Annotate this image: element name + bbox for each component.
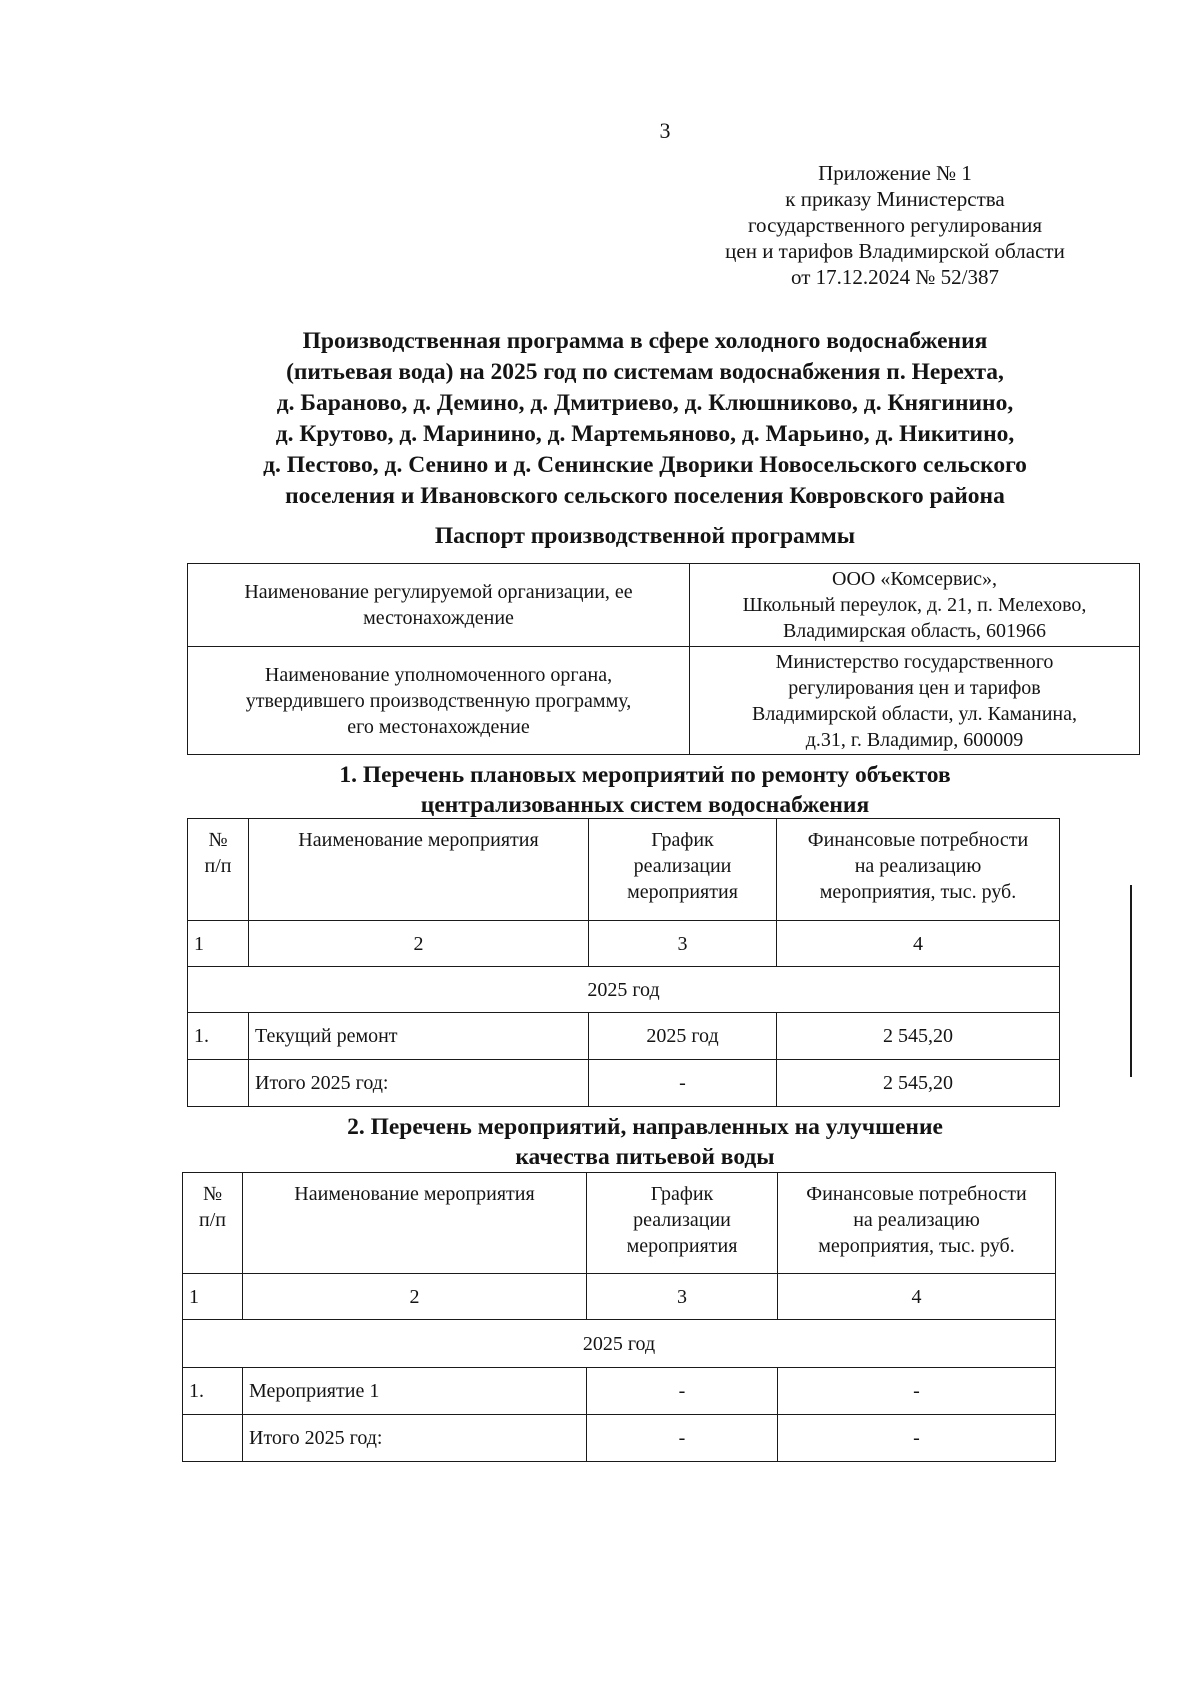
row-finance: -	[778, 1415, 1056, 1462]
page-number: 3	[659, 118, 671, 143]
header-name: Наименование мероприятия	[249, 819, 589, 921]
header-name: Наименование мероприятия	[243, 1173, 587, 1274]
header-schedule: График реализации мероприятия	[589, 819, 777, 921]
header-finance: Финансовые потребности на реализацию мероприятия, тыс. руб.	[778, 1173, 1056, 1274]
row-num: 1.	[183, 1368, 243, 1415]
col-number: 4	[777, 921, 1060, 967]
table-row	[183, 1415, 1056, 1462]
title-line: Производственная программа в сфере холодного водоснабжения	[302, 328, 988, 354]
title-line: (питьевая вода) на 2025 год по системам водоснабжения п. Нерехта,	[286, 359, 1004, 385]
scan-edge-mark	[1130, 885, 1132, 1077]
year-row	[188, 967, 1060, 1013]
header-num: № п/п	[183, 1173, 243, 1274]
appendix-line: Приложение № 1	[818, 161, 972, 185]
title-line: д. Бараново, д. Демино, д. Дмитриево, д. Клюшниково, д. Княгинино,	[276, 390, 1014, 416]
column-number-row	[183, 1274, 1056, 1320]
passport-label: Наименование уполномоченного органа, утвердившего производственную программу, его местонахождение	[188, 647, 690, 755]
passport-value: ООО «Комсервис», Школьный переулок, д. 21, п. Мелехово, Владимирская область, 601966	[690, 564, 1140, 647]
section1-title: 1. Перечень плановых мероприятий по ремонту объектов централизованных систем водоснабжения	[339, 762, 951, 818]
header-finance: Финансовые потребности на реализацию мероприятия, тыс. руб.	[777, 819, 1060, 921]
table-row	[183, 1368, 1056, 1415]
program-title	[175, 326, 1115, 512]
appendix-line: от 17.12.2024 № 52/387	[790, 265, 1000, 289]
passport-label: Наименование регулируемой организации, ее местонахождение	[188, 564, 690, 647]
title-line: д. Крутово, д. Маринино, д. Мартемьяново, д. Марьино, д. Никитино,	[275, 421, 1015, 447]
passport-table	[187, 563, 1140, 755]
year-row	[183, 1320, 1056, 1368]
passport-heading: Паспорт производственной программы	[434, 523, 856, 549]
row-num	[183, 1415, 243, 1462]
appendix-line: к приказу Министерства	[785, 187, 1005, 211]
year-label: 2025 год	[183, 1320, 1056, 1368]
section2-table	[182, 1172, 1056, 1462]
header-num: № п/п	[188, 819, 249, 921]
section2-title: 2. Перечень мероприятий, направленных на улучшение качества питьевой воды	[347, 1114, 943, 1170]
appendix-block	[700, 160, 1090, 290]
table-row	[188, 1013, 1060, 1060]
row-finance: 2 545,20	[777, 1060, 1060, 1107]
passport-row	[188, 647, 1140, 755]
row-finance: 2 545,20	[777, 1013, 1060, 1060]
col-number: 2	[249, 921, 589, 967]
row-name: Итого 2025 год:	[249, 1060, 589, 1107]
row-num	[188, 1060, 249, 1107]
col-number: 3	[587, 1274, 778, 1320]
appendix-line: государственного регулирования	[747, 213, 1043, 237]
row-schedule: -	[589, 1060, 777, 1107]
row-name: Текущий ремонт	[249, 1013, 589, 1060]
header-schedule: График реализации мероприятия	[587, 1173, 778, 1274]
col-number: 1	[188, 921, 249, 967]
row-schedule: -	[587, 1415, 778, 1462]
column-number-row	[188, 921, 1060, 967]
section1-table	[187, 818, 1060, 1107]
table-header-row	[183, 1173, 1056, 1274]
title-line: д. Пестово, д. Сенино и д. Сенинские Дворики Новосельского сельского	[263, 452, 1027, 478]
passport-row	[188, 564, 1140, 647]
row-num: 1.	[188, 1013, 249, 1060]
row-name: Мероприятие 1	[243, 1368, 587, 1415]
row-name: Итого 2025 год:	[243, 1415, 587, 1462]
row-finance: -	[778, 1368, 1056, 1415]
col-number: 1	[183, 1274, 243, 1320]
title-line: поселения и Ивановского сельского поселения Ковровского района	[285, 483, 1005, 509]
row-schedule: -	[587, 1368, 778, 1415]
col-number: 3	[589, 921, 777, 967]
col-number: 4	[778, 1274, 1056, 1320]
table-row	[188, 1060, 1060, 1107]
year-label: 2025 год	[188, 967, 1060, 1013]
table-header-row	[188, 819, 1060, 921]
appendix-line: цен и тарифов Владимирской области	[725, 239, 1065, 263]
row-schedule: 2025 год	[589, 1013, 777, 1060]
passport-value: Министерство государственного регулирования цен и тарифов Владимирской области, ул. Каманина, д.31, г. Владимир, 600009	[690, 647, 1140, 755]
col-number: 2	[243, 1274, 587, 1320]
